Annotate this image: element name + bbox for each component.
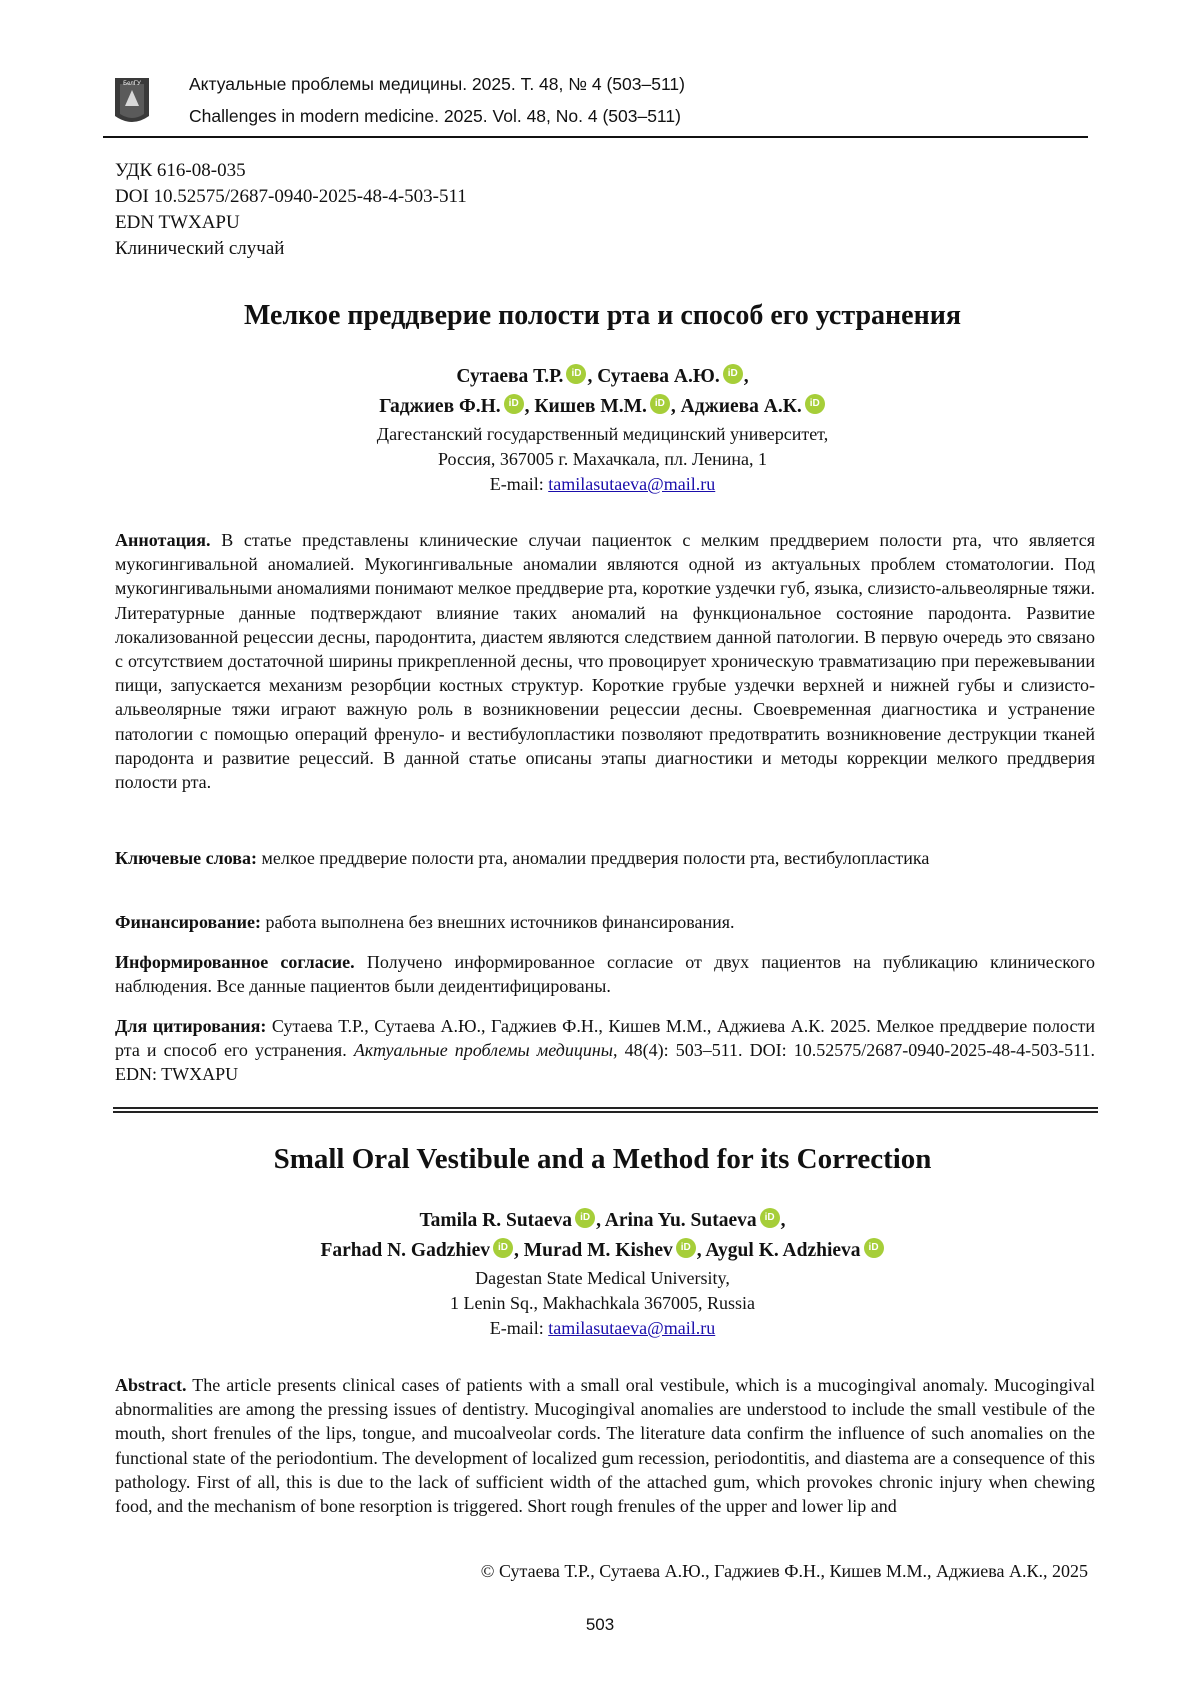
orcid-icon[interactable]: iD xyxy=(566,364,586,384)
author-name: Farhad N. Gadzhiev xyxy=(320,1240,491,1261)
authors-ru: Сутаева Т.Р. iD , Сутаева А.Ю. iD , Гаджиев Ф.Н. iD , Кишев М.М. iD , Аджиева А.К. iD xyxy=(110,362,1095,422)
author-name: Tamila R. Sutaeva xyxy=(419,1210,573,1231)
header-divider xyxy=(103,136,1088,138)
article-type: Клинический случай xyxy=(115,238,285,259)
abstract-en: Abstract. The article presents clinical cases of patients with a small oral vestibule, which is a mucogingival anomaly. Mucogingival abnormalities are among the pressing issues of dentistry. Mucogingival anomalies are understood to include the small vestibule of the mouth, short frenules of the lips, tongue, and mucoalveolar cords. The literature data confirm the influence of such anomalies on the functional state of the periodontium. The development of localized gum recession, periodontitis, and diastema are a consequence of this pathology. First of all, this is due to the lack of sufficient width of the attached gum, which provokes chronic injury when chewing food, and the mechanism of bone resorption is triggered. Short rough frenules of the upper and lower lip and xyxy=(115,1375,1095,1517)
orcid-icon[interactable]: iD xyxy=(676,1238,696,1258)
orcid-icon[interactable]: iD xyxy=(504,394,524,414)
authors-en: Tamila R. Sutaeva iD , Arina Yu. Sutaeva iD , Farhad N. Gadzhiev iD , Murad M. Kishev iD , Aygul K. Adzhieva iD xyxy=(110,1206,1095,1266)
doi: DOI 10.52575/2687-0940-2025-48-4-503-511 xyxy=(115,186,467,207)
journal-header xyxy=(103,68,1088,136)
article-meta xyxy=(115,158,467,262)
funding-ru: Финансирование: работа выполнена без внешних источников финансирования. xyxy=(115,912,735,932)
citation-ru: Для цитирования: Сутаева Т.Р., Сутаева А.Ю., Гаджиев Ф.Н., Кишев М.М., Аджиева А.К. 2025. Мелкое преддверие полости рта и способ его устранения. Актуальные проблемы медицины, 48(4): 503–511. DOI: 10.52575/2687-0940-2025-48-4-503-511. EDN: TWXAPU xyxy=(115,1016,1095,1085)
author-name: Аджиева А.К. xyxy=(680,396,802,417)
email-link[interactable]: tamilasutaeva@mail.ru xyxy=(548,1318,716,1338)
orcid-icon[interactable]: iD xyxy=(723,364,743,384)
svg-text:БелГУ: БелГУ xyxy=(123,81,141,87)
edn: EDN TWXAPU xyxy=(115,212,240,233)
orcid-icon[interactable]: iD xyxy=(760,1208,780,1228)
author-name: Arina Yu. Sutaeva xyxy=(604,1210,757,1231)
author-name: Aygul K. Adzhieva xyxy=(705,1240,861,1261)
author-name: Гаджиев Ф.Н. xyxy=(379,396,501,417)
keywords-ru: Ключевые слова: мелкое преддверие полости рта, аномалии преддверия полости рта, вестибулопластика xyxy=(115,848,930,868)
title-ru: Мелкое преддверие полости рта и способ его устранения xyxy=(243,300,962,331)
author-name: Сутаева Т.Р. xyxy=(456,366,564,387)
author-name: Murad M. Kishev xyxy=(523,1240,673,1261)
university-logo-icon xyxy=(113,76,151,128)
author-name: Кишев М.М. xyxy=(534,396,647,417)
affiliation-ru: Дагестанский государственный медицинский университет, Россия, 367005 г. Махачкала, пл. Ленина, 1 E-mail: tamilasutaeva@mail.ru xyxy=(376,424,829,494)
orcid-icon[interactable]: iD xyxy=(575,1208,595,1228)
page-number: 503 xyxy=(585,1615,615,1634)
email-link[interactable]: tamilasutaeva@mail.ru xyxy=(548,474,716,494)
orcid-icon[interactable]: iD xyxy=(805,394,825,414)
journal-title-en: Challenges in modern medicine. 2025. Vol. 48, No. 4 (503–511) xyxy=(189,106,681,126)
udc-code: УДК 616-08-035 xyxy=(115,160,246,181)
affiliation-en: Dagestan State Medical University, 1 Lenin Sq., Makhachkala 367005, Russia E-mail: tamilasutaeva@mail.ru xyxy=(450,1268,755,1338)
author-name: Сутаева А.Ю. xyxy=(597,366,720,387)
title-en: Small Oral Vestibule and a Method for its Correction xyxy=(273,1143,932,1175)
section-divider xyxy=(113,1107,1098,1113)
orcid-icon[interactable]: iD xyxy=(864,1238,884,1258)
orcid-icon[interactable]: iD xyxy=(493,1238,513,1258)
journal-title-ru: Актуальные проблемы медицины. 2025. Т. 48, № 4 (503–511) xyxy=(189,74,685,94)
copyright: © Сутаева Т.Р., Сутаева А.Ю., Гаджиев Ф.Н., Кишев М.М., Аджиева А.К., 2025 xyxy=(480,1561,1088,1581)
abstract-ru: Аннотация. В статье представлены клинические случаи пациенток с мелким преддверием полости рта, что является мукогингивальной аномалией. Мукогингивальные аномалии являются одной из актуальных проблем стоматологии. Под мукогингивальными аномалиями понимают мелкое преддверие рта, короткие уздечки губ, языка, слизисто-альвеолярные тяжи. Литературные данные подтверждают влияние таких аномалий на функциональное состояние пародонта. Развитие локализованной рецессии десны, пародонтита, диастем являются следствием данной патологии. В первую очередь это связано с отсутствием достаточной ширины прикрепленной десны, что провоцирует хроническую травматизацию при пережевывании пищи, запускается механизм резорбции костных структур. Короткие грубые уздечки верхней и нижней губы и слизисто-альвеолярные тяжи играют важную роль в возникновении рецессии десны. Своевременная диагностика и устранение патологии с помощью операций френуло- и вестибулопластики позволяют предотвратить возникновение деструкции тканей пародонта и развитие рецессий. В данной статье описаны этапы диагностики и методы коррекции мелкого преддверия полости рта. xyxy=(115,530,1095,793)
consent-ru: Информированное согласие. Получено информированное согласие от двух пациентов на публикацию клинического наблюдения. Все данные пациентов были деидентифицированы. xyxy=(115,952,1096,997)
orcid-icon[interactable]: iD xyxy=(650,394,670,414)
